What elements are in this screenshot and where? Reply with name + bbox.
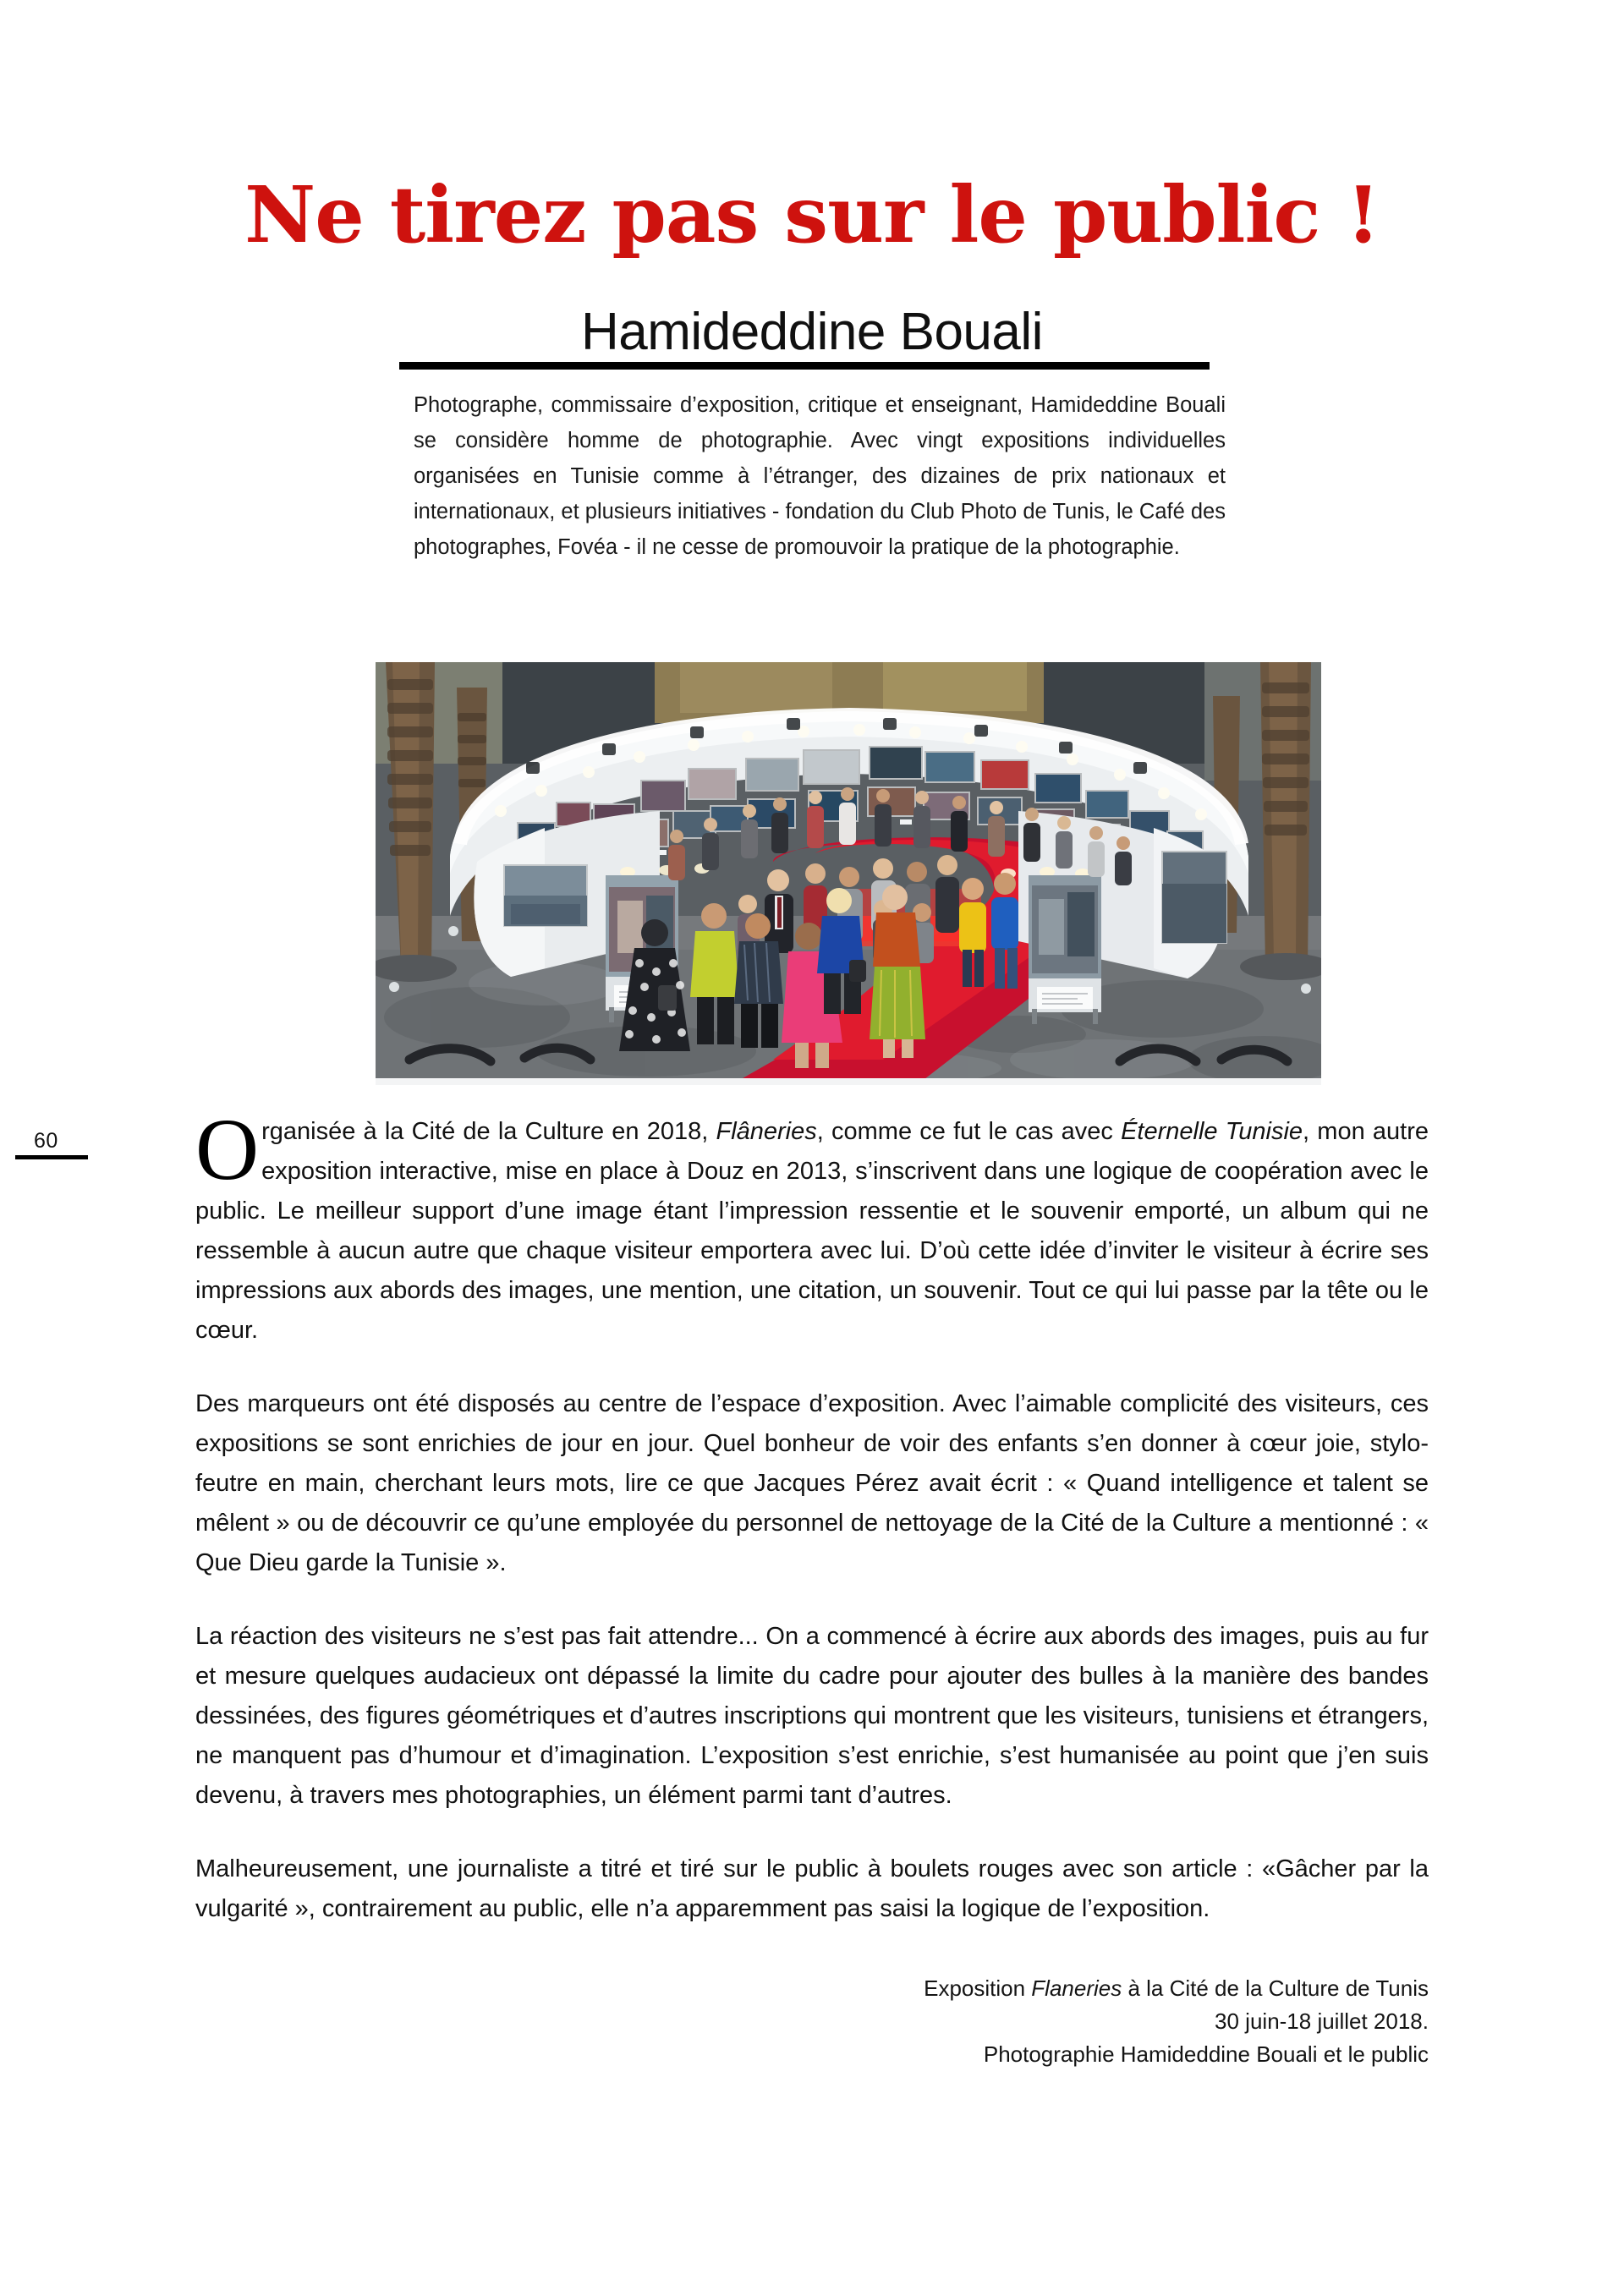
body-p1-seg1: rganisée à la Cité de la Culture en 2018, <box>261 1118 716 1145</box>
standfirst-intro: Photographe, commissaire d’exposition, critique et enseignant, Hamideddine Bouali se considère homme de photographie. Avec vingt expositions individuelles organisées en Tunisie comme à l’étranger, des dizaines de prix nationaux et internationaux, et plusieurs initiatives - fondation du Club Photo de Tunis, le Café des photographes, Fovéa - il ne cesse de promouvoir la pratique de la photographie. <box>414 393 1226 559</box>
title-divider-rule <box>399 362 1210 370</box>
body-paragraph-4: Malheureusement, une journaliste a titré et tiré sur le public à boulets rouges avec son article : «Gâcher par la vulgarité », contrairement au public, elle n’a apparemment pas saisi la logique de l’exposition. <box>195 1855 1429 1922</box>
exhibition-caption <box>667 1972 1429 2071</box>
caption-line-1 <box>667 1972 1429 2005</box>
masthead <box>0 0 1624 402</box>
article-body <box>195 1101 1429 1929</box>
page-number: 60 <box>34 1129 58 1153</box>
body-paragraph-1 <box>195 1101 1429 1351</box>
body-p1-italic-eternelle-tunisie: Éternelle Tunisie <box>1121 1118 1303 1145</box>
caption-line-3: Photographie Hamideddine Bouali et le public <box>983 2041 1429 2067</box>
body-paragraph-3: La réaction des visiteurs ne s’est pas fait attendre... On a commencé à écrire aux abords des images, puis au fur et mesure quelques audacieux ont dépassé la limite du cadre pour ajouter des bulles à la manière des bandes dessinées, des figures géométriques et d’autres inscriptions qui montrent que les visiteurs, tunisiens et étrangers, ne manquent pas d’humour et d’imagination. L’exposition s’est enrichie, s’est humanisée au point que j’en suis devenu, à travers mes photographies, un élément parmi tant d’autres. <box>195 1623 1429 1809</box>
body-paragraph-2: Des marqueurs ont été disposés au centre de l’espace d’exposition. Avec l’aimable complicité des visiteurs, ces expositions se sont enrichies de jour en jour. Quel bonheur de voir des enfants s’en donner à cœur joie, stylo-feutre en main, cherchant leurs mots, lire ce que Jacques Pérez avait écrit : « Quand intelligence et talent se mêlent » ou de découvrir ce qu’une employée du personnel de nettoyage de la Cité de la Culture a mentionné : « Que Dieu garde la Tunisie ». <box>195 1390 1429 1576</box>
body-p1-italic-flaneries: Flâneries <box>716 1118 817 1145</box>
article-title: Ne tirez pas sur le public ! <box>244 169 1380 260</box>
body-p1-seg3: , mon autre exposition interactive, mise en place à Douz en 2013, s’inscrivent dans une logique de coopération avec le public. Le meilleur support d’une image étant l’impression ressentie et le souvenir emporté, un album qui ne ressemble à aucun autre que chaque visiteur emportera avec lui. D’où cette idée d’inviter le visiteur à écrire ses impressions aux abords des images, une mention, une citation, un souvenir. Tout ce qui lui passe par la tête ou le cœur. <box>195 1118 1429 1344</box>
body-p1-seg2: , comme ce fut le cas avec <box>816 1118 1122 1145</box>
caption-line1-italic-title: Flaneries <box>1031 1975 1122 2001</box>
exhibition-photo-illustration <box>376 662 1321 1085</box>
page-number-rule <box>15 1155 88 1159</box>
caption-line1-suffix: à la Cité de la Culture de Tunis <box>1122 1975 1429 2001</box>
page-number-block <box>15 1131 86 1159</box>
drop-cap-letter: O <box>195 1101 260 1198</box>
caption-line-2: 30 juin-18 juillet 2018. <box>1215 2008 1429 2034</box>
caption-line1-prefix: Exposition <box>924 1975 1032 2001</box>
exhibition-photograph <box>376 662 1321 1085</box>
article-author: Hamideddine Bouali <box>581 302 1043 361</box>
exhibition-panel-right <box>1029 875 1101 1024</box>
